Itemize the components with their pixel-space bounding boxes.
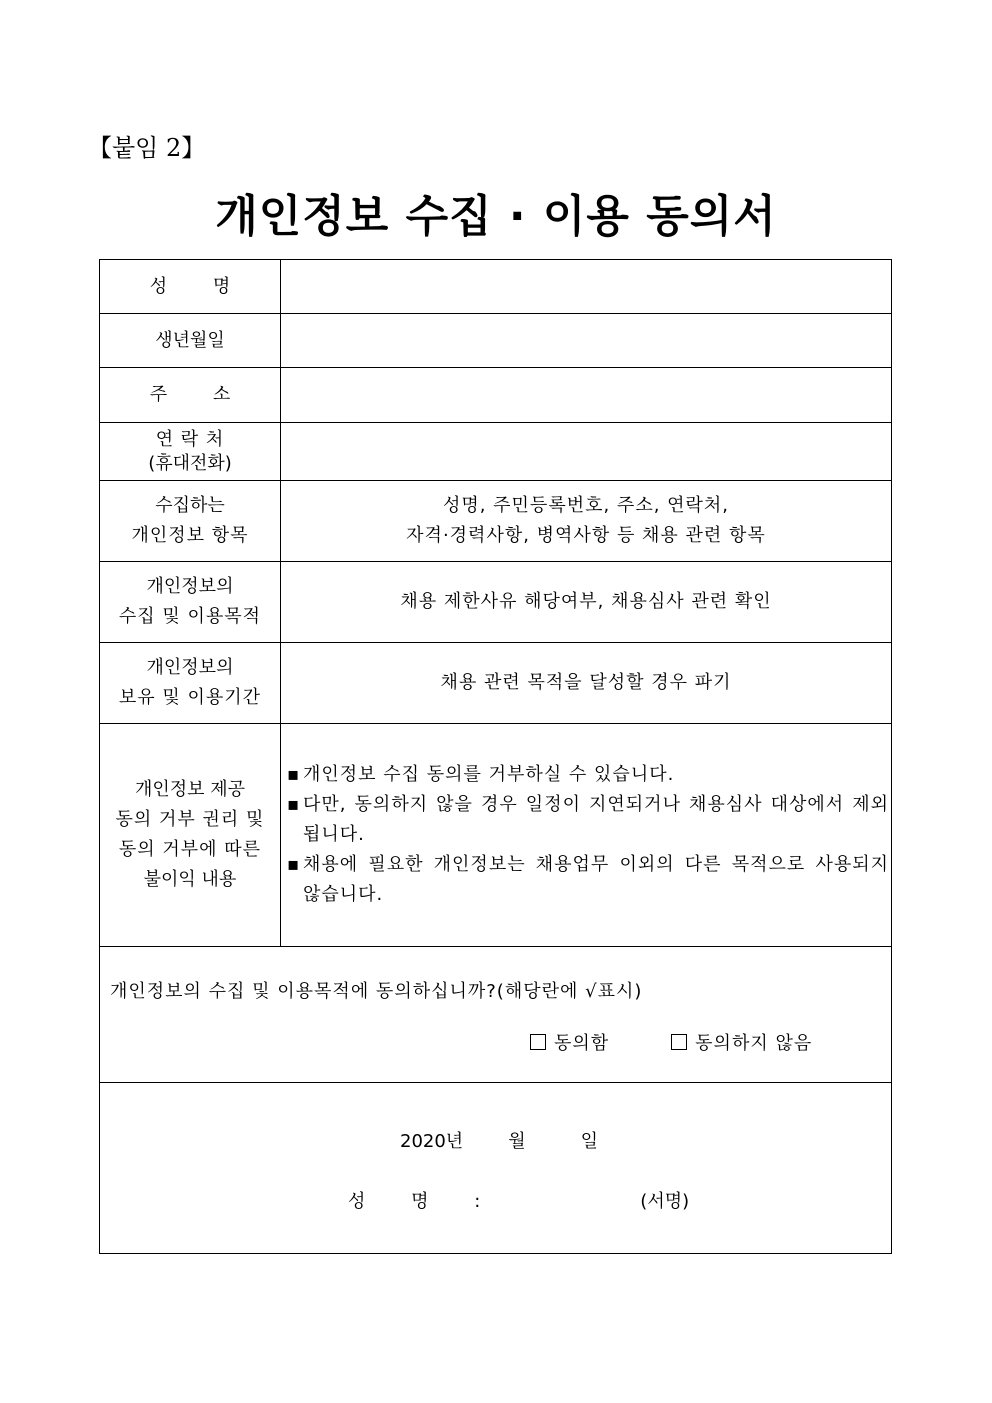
bullet-icon: ▪ — [287, 794, 301, 815]
period-label-line1: 개인정보의 — [146, 657, 234, 678]
contact-label-line1: 연 락 처 — [155, 428, 225, 450]
rights-label-line3: 동의 거부에 따른 — [118, 839, 262, 860]
purpose-label — [100, 562, 281, 643]
signer-name-field[interactable] — [480, 1187, 640, 1213]
agree-option[interactable] — [530, 1029, 609, 1055]
date-month: 월 — [508, 1131, 526, 1152]
date-day: 일 — [580, 1131, 598, 1152]
signature-line — [348, 1187, 689, 1213]
rights-content — [281, 724, 892, 947]
page-title: 개인정보 수집 · 이용 동의서 — [215, 191, 777, 242]
items-row — [100, 481, 892, 562]
bullet-icon: ▪ — [287, 854, 301, 875]
items-value-line2: 자격·경력사항, 병역사항 등 채용 관련 항목 — [406, 525, 766, 546]
sign-label: (서명) — [640, 1191, 690, 1212]
rights-label-line1: 개인정보 제공 — [134, 779, 246, 800]
date-line — [400, 1127, 598, 1153]
agree-label: 동의함 — [554, 1033, 610, 1054]
items-value-line1: 성명, 주민등록번호, 주소, 연락처, — [442, 495, 730, 516]
purpose-label-line2: 수집 및 이용목적 — [118, 606, 262, 627]
name-field[interactable] — [281, 260, 892, 314]
disagree-option[interactable] — [671, 1029, 812, 1055]
address-field[interactable] — [281, 368, 892, 423]
items-label-line1: 수집하는 — [155, 495, 225, 516]
consent-question: 개인정보의 수집 및 이용목적에 동의하십니까?(해당란에 √표시) — [110, 981, 643, 1002]
rights-item — [287, 760, 889, 790]
consent-cell — [100, 947, 892, 1083]
rights-row — [100, 724, 892, 947]
consent-options — [530, 1029, 812, 1055]
contact-label-line2: (휴대전화) — [148, 452, 232, 474]
rights-label-line2: 동의 거부 권리 및 — [115, 809, 265, 830]
agree-checkbox[interactable] — [530, 1034, 546, 1050]
consent-row — [100, 947, 892, 1083]
contact-field[interactable] — [281, 423, 892, 481]
period-value: 채용 관련 목적을 달성할 경우 파기 — [281, 643, 892, 724]
period-row — [100, 643, 892, 724]
signature-cell — [100, 1083, 892, 1254]
birth-row — [100, 314, 892, 368]
rights-label-line4: 불이익 내용 — [143, 869, 237, 890]
name-label: 성 명 — [100, 260, 281, 314]
contact-label — [100, 423, 281, 481]
signer-name-label: 성 명 : — [348, 1191, 481, 1212]
rights-item-text: 개인정보 수집 동의를 거부하실 수 있습니다. — [303, 764, 675, 785]
name-row — [100, 260, 892, 314]
birth-field[interactable] — [281, 314, 892, 368]
address-row — [100, 368, 892, 423]
items-value — [281, 481, 892, 562]
date-year: 2020년 — [400, 1131, 464, 1152]
rights-item-text: 다만, 동의하지 않을 경우 일정이 지연되거나 채용심사 대상에서 제외됩니다. — [303, 794, 889, 845]
purpose-value: 채용 제한사유 해당여부, 채용심사 관련 확인 — [281, 562, 892, 643]
birth-label: 생년월일 — [100, 314, 281, 368]
period-label — [100, 643, 281, 724]
consent-form-table — [99, 259, 892, 1254]
rights-item-text: 채용에 필요한 개인정보는 채용업무 이외의 다른 목적으로 사용되지 않습니다. — [303, 854, 889, 905]
disagree-checkbox[interactable] — [671, 1034, 687, 1050]
disagree-label: 동의하지 않음 — [695, 1033, 813, 1054]
items-label-line2: 개인정보 항목 — [131, 525, 249, 546]
signature-row — [100, 1083, 892, 1254]
contact-row — [100, 423, 892, 481]
address-label: 주 소 — [100, 368, 281, 423]
items-label — [100, 481, 281, 562]
rights-label — [100, 724, 281, 947]
attachment-label: 【붙임 2】 — [88, 134, 206, 162]
purpose-row — [100, 562, 892, 643]
rights-item — [287, 790, 889, 850]
period-label-line2: 보유 및 이용기간 — [118, 687, 262, 708]
purpose-label-line1: 개인정보의 — [146, 576, 234, 597]
bullet-icon: ▪ — [287, 764, 301, 785]
rights-item — [287, 850, 889, 910]
